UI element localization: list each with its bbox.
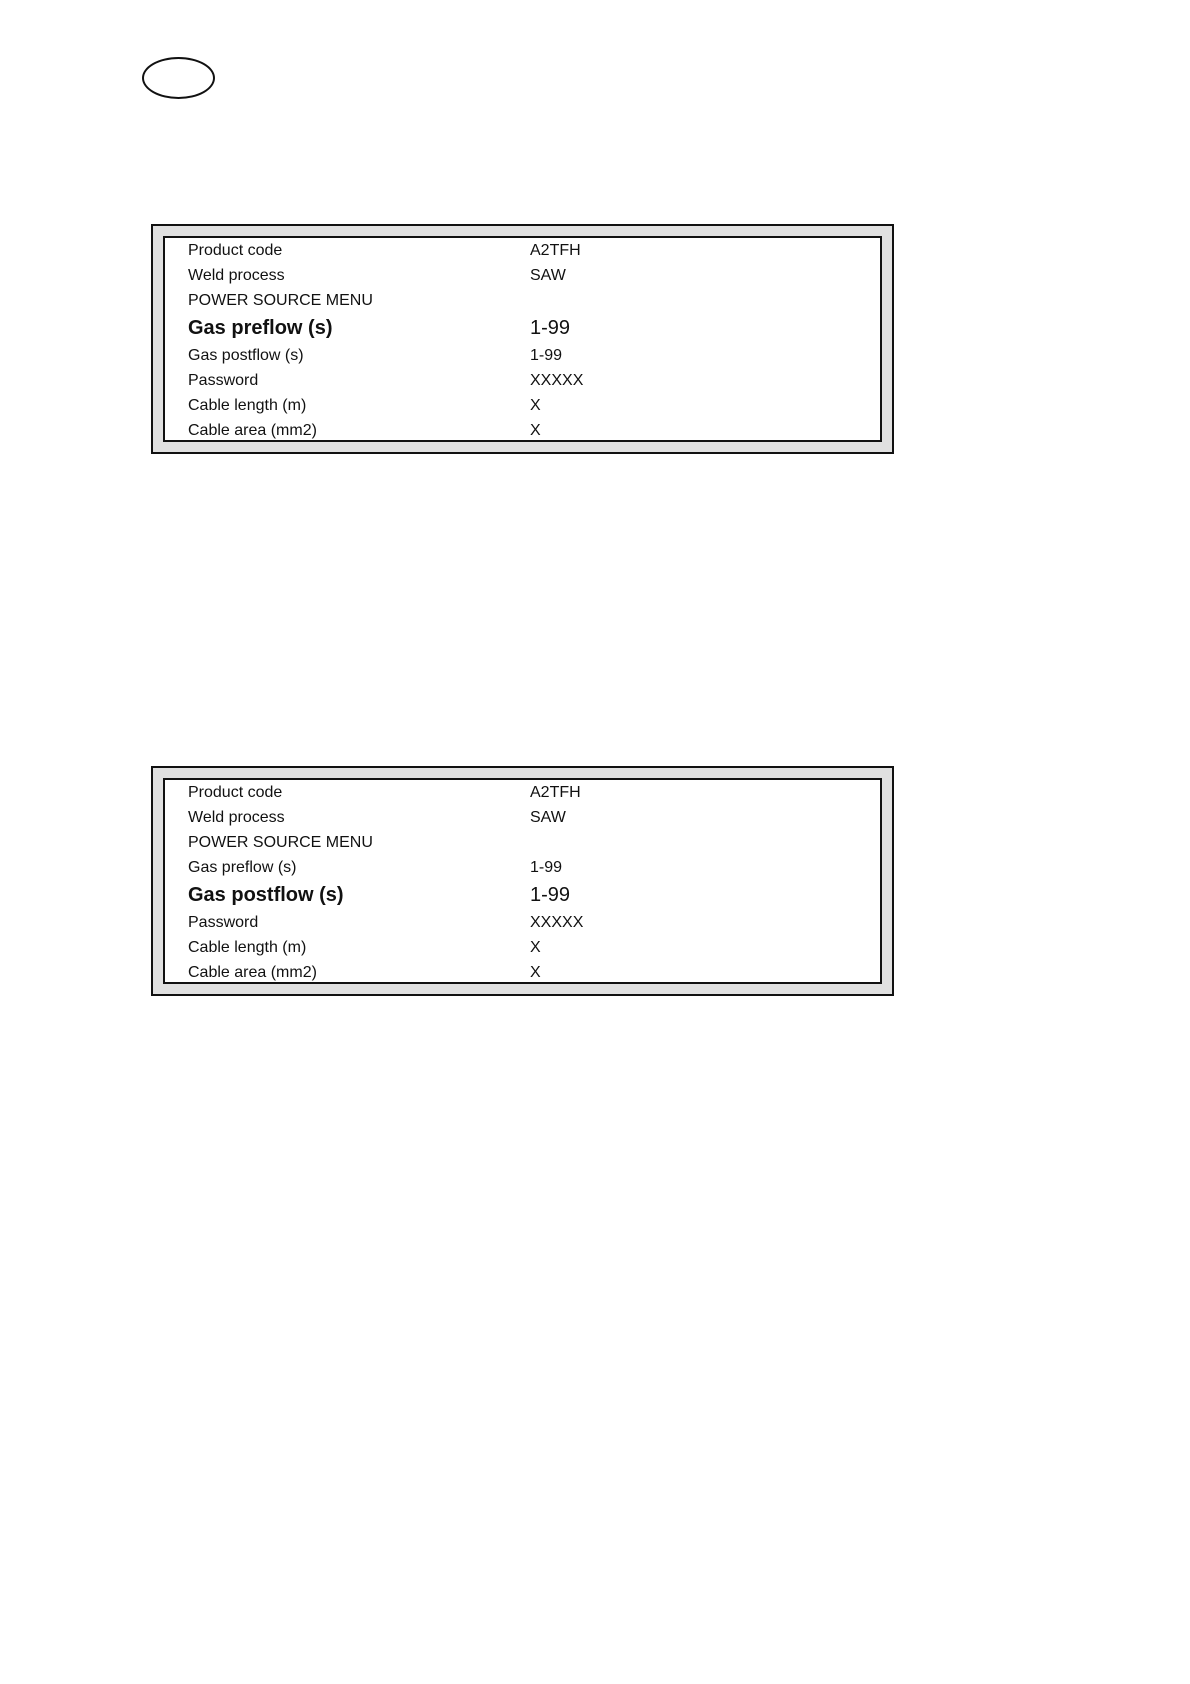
menu-row-value: 1-99 — [530, 859, 563, 876]
menu-row-product-code — [165, 238, 880, 263]
menu-row-label: Gas preflow (s) — [188, 859, 297, 876]
menu-row-value: X — [530, 422, 541, 439]
menu-row-weld-process — [165, 263, 880, 288]
display-screen-1 — [163, 236, 882, 442]
menu-row-label: Product code — [188, 784, 283, 801]
menu-row-cable-area — [165, 418, 880, 443]
menu-row-power-source-menu — [165, 830, 880, 855]
menu-row-cable-area — [165, 960, 880, 985]
display-panel-2 — [151, 766, 894, 996]
menu-row-value: A2TFH — [530, 242, 581, 259]
menu-row-value: SAW — [530, 809, 566, 826]
menu-row-label: Cable area (mm2) — [188, 422, 317, 439]
menu-row-label: Gas preflow (s) — [188, 317, 333, 339]
menu-row-value: 1-99 — [530, 317, 571, 339]
menu-row-label: Cable area (mm2) — [188, 964, 317, 981]
menu-row-gas-postflow-selected — [165, 880, 880, 910]
menu-row-value: A2TFH — [530, 784, 581, 801]
menu-row-product-code — [165, 780, 880, 805]
menu-row-value: 1-99 — [530, 347, 563, 364]
menu-row-gas-postflow — [165, 343, 880, 368]
menu-row-cable-length — [165, 393, 880, 418]
menu-row-value: SAW — [530, 267, 566, 284]
menu-row-value: XXXXX — [530, 372, 584, 389]
menu-row-label: POWER SOURCE MENU — [188, 834, 373, 851]
menu-row-label: Weld process — [188, 267, 285, 284]
menu-row-label: Gas postflow (s) — [188, 884, 344, 906]
menu-row-label: Cable length (m) — [188, 939, 307, 956]
menu-row-value: X — [530, 397, 541, 414]
menu-row-cable-length — [165, 935, 880, 960]
menu-row-password — [165, 910, 880, 935]
menu-row-label: Product code — [188, 242, 283, 259]
menu-row-value: X — [530, 964, 541, 981]
menu-row-password — [165, 368, 880, 393]
menu-row-label: Gas postflow (s) — [188, 347, 304, 364]
display-panel-1 — [151, 224, 894, 454]
menu-row-label: Cable length (m) — [188, 397, 307, 414]
menu-row-value: 1-99 — [530, 884, 571, 906]
menu-row-label: Weld process — [188, 809, 285, 826]
menu-row-label: Password — [188, 372, 259, 389]
menu-row-gas-preflow-selected — [165, 313, 880, 343]
menu-row-value: XXXXX — [530, 914, 584, 931]
menu-row-gas-preflow — [165, 855, 880, 880]
menu-row-power-source-menu — [165, 288, 880, 313]
language-badge-oval — [142, 57, 215, 99]
menu-row-weld-process — [165, 805, 880, 830]
menu-row-value: X — [530, 939, 541, 956]
menu-row-label: Password — [188, 914, 259, 931]
menu-row-label: POWER SOURCE MENU — [188, 292, 373, 309]
display-screen-2 — [163, 778, 882, 984]
